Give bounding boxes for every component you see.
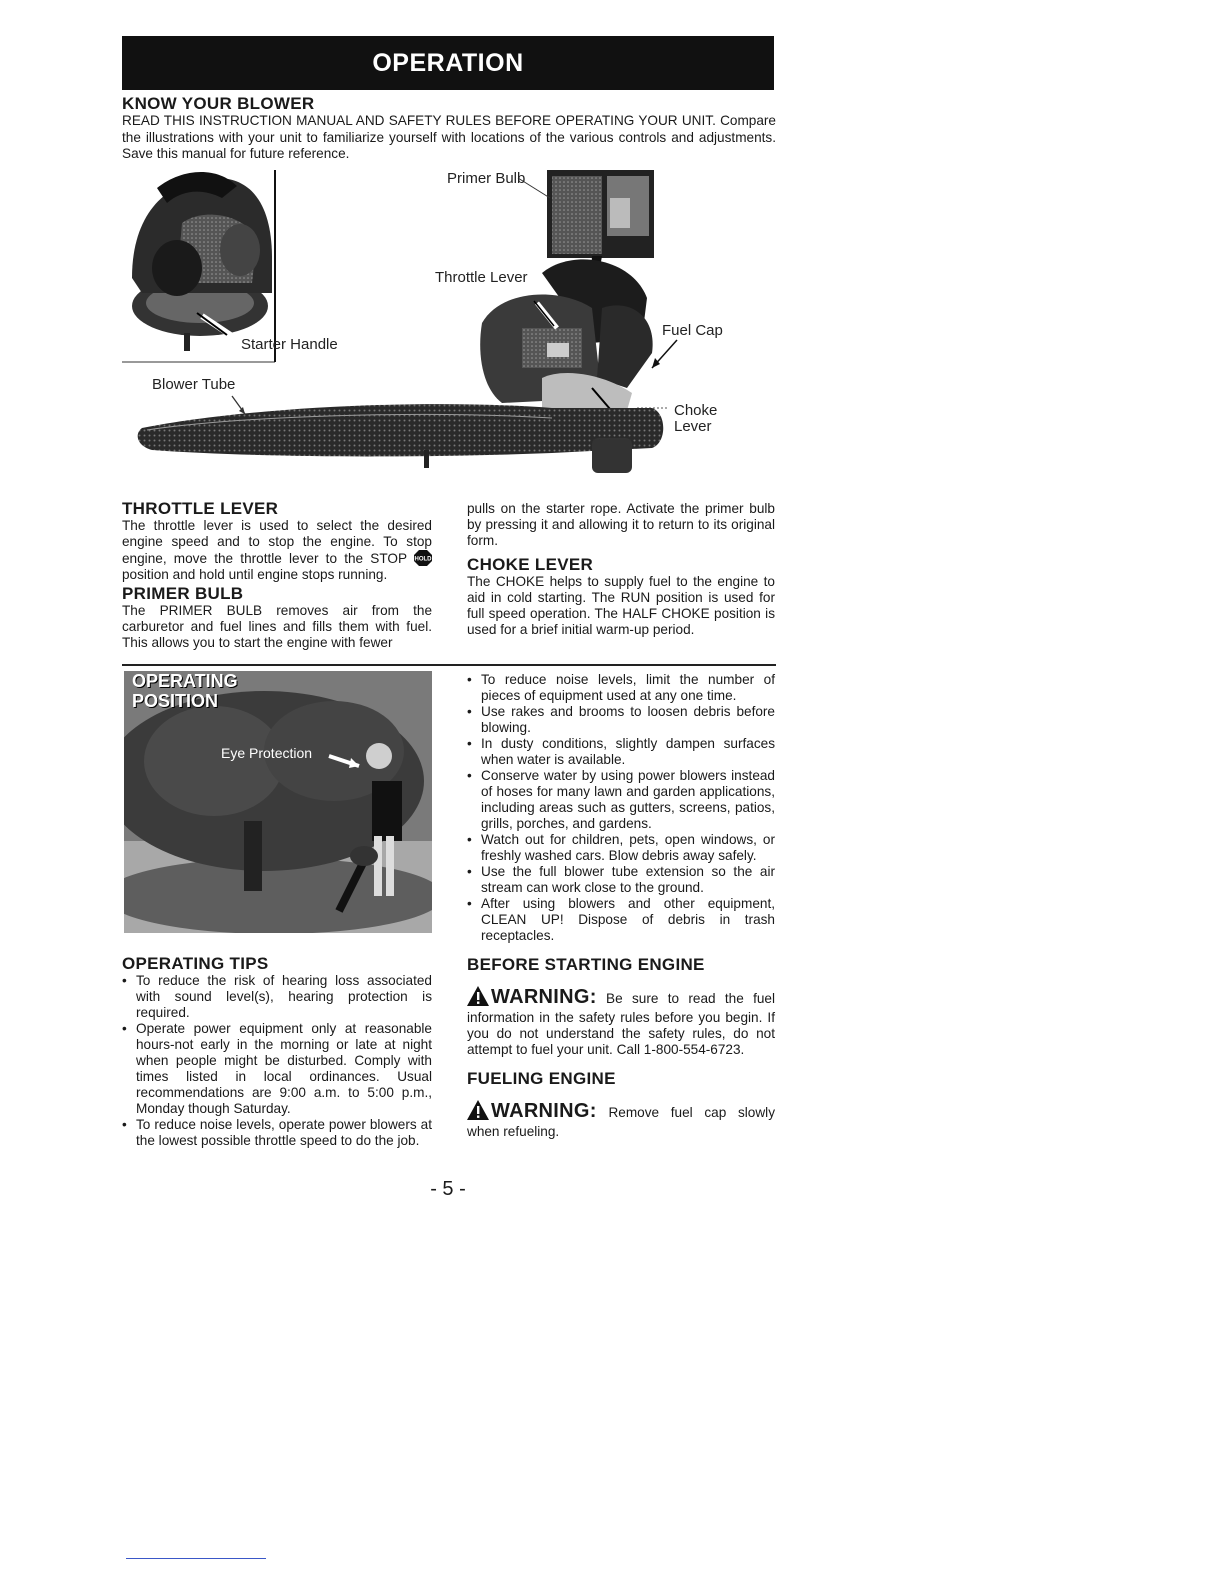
list-item: • After using blowers and other equipment, CLEAN UP! Dispose of debris in trash receptacles. <box>467 896 775 944</box>
choke-heading: CHOKE LEVER <box>467 555 594 574</box>
label-choke: Choke <box>674 402 718 419</box>
right-column-top <box>467 501 775 638</box>
know-text: READ THIS INSTRUCTION MANUAL AND SAFETY RULES BEFORE OPERATING YOUR UNIT. Compare the illustrations with your unit to familiarize yourself with locations of the various controls and adjustments. Save this manual for future reference. <box>122 113 776 161</box>
operating-position-photo <box>124 671 432 933</box>
warning-label: WARNING: <box>491 986 597 1008</box>
tips-left <box>122 955 432 1149</box>
left-column-top <box>122 500 432 651</box>
photo-title-line1: OPERATING <box>132 671 238 691</box>
list-item: • To reduce the risk of hearing loss associated with sound level(s), hearing protection is required. <box>122 973 432 1021</box>
list-item: • In dusty conditions, slightly dampen surfaces when water is available. <box>467 736 775 768</box>
photo-title <box>132 671 238 711</box>
before-start-warning <box>467 986 775 1058</box>
choke-text: The CHOKE helps to supply fuel to the engine to aid in cold starting. The RUN position is used for full speed operation. The HALF CHOKE position is used for a brief initial warm-up period. <box>467 574 775 637</box>
before-start-text: Be sure to read the fuel information in the safety rules before you begin. If you do not understand the safety rules, do not attempt to fuel your unit. Call 1-800-554-6723. <box>467 991 775 1057</box>
know-heading: KNOW YOUR BLOWER <box>122 94 315 113</box>
list-item: • Watch out for children, pets, open windows, or freshly washed cars. Blow debris away safely. <box>467 832 775 864</box>
page-number: - 5 - <box>430 1178 466 1200</box>
fueling-text: Remove fuel cap slowly when refueling. <box>467 1105 775 1139</box>
primer-text: The PRIMER BULB removes air from the carburetor and fuel lines and fills them with fuel. This allows you to start the engine with fewer <box>122 603 432 650</box>
list-item: • Conserve water by using power blowers instead of hoses for many lawn and garden applications, including areas such as gutters, screens, patios, grills, porches, and gardens. <box>467 768 775 832</box>
blower-diagram <box>122 168 777 478</box>
primer-text-continued: pulls on the starter rope. Activate the primer bulb by pressing it and allowing it to return to its original form. <box>467 501 775 548</box>
before-start-heading: BEFORE STARTING ENGINE <box>467 955 705 974</box>
list-item: • Use rakes and brooms to loosen debris before blowing. <box>467 704 775 736</box>
know-section <box>122 95 776 163</box>
label-starter-handle: Starter Handle <box>241 336 338 353</box>
section-divider <box>122 664 776 666</box>
label-lever: Lever <box>674 418 712 435</box>
warning-triangle-icon <box>467 1100 489 1124</box>
throttle-text-end: position and hold until engine stops running. <box>122 567 388 582</box>
warning-triangle-icon <box>467 986 489 1010</box>
label-throttle-lever: Throttle Lever <box>435 269 528 286</box>
photo-title-line2: POSITION <box>132 691 219 711</box>
label-primer-bulb: Primer Bulb <box>447 170 526 187</box>
list-item: • Use the full blower tube extension so the air stream can work close to the ground. <box>467 864 775 896</box>
footer-line <box>126 1558 266 1559</box>
page-banner: OPERATION <box>122 36 774 90</box>
fueling-warning <box>467 1100 775 1140</box>
throttle-text-main: The throttle lever is used to select the desired engine speed and to stop the engine. To stop engine, move the throttle lever to the STOP <box>122 518 432 566</box>
tips-right <box>467 672 775 1140</box>
list-item: • To reduce noise levels, limit the number of pieces of equipment used at any one time. <box>467 672 775 704</box>
label-eye-protection: Eye Protection <box>221 745 313 761</box>
list-item: • To reduce noise levels, operate power blowers at the lowest possible throttle speed to do the job. <box>122 1117 432 1149</box>
warning-label: WARNING: <box>491 1100 597 1122</box>
tips-heading: OPERATING TIPS <box>122 954 269 973</box>
throttle-text <box>122 518 432 583</box>
list-item: • Operate power equipment only at reasonable hours-not early in the morning or late at night when people might be disturbed. Comply with times listed in local ordinances. Usual recommendations are 9:00 a.m. to 5:00 p.m., Monday though Saturday. <box>122 1021 432 1117</box>
tips-list-right <box>467 672 775 944</box>
tips-list-left <box>122 973 432 1149</box>
throttle-heading: THROTTLE LEVER <box>122 499 279 518</box>
label-blower-tube: Blower Tube <box>152 376 236 393</box>
stop-hold-icon-label: HOLD <box>414 556 432 563</box>
label-fuel-cap: Fuel Cap <box>662 322 723 339</box>
stop-hold-icon <box>414 550 432 566</box>
primer-heading: PRIMER BULB <box>122 584 244 603</box>
fueling-heading: FUELING ENGINE <box>467 1069 616 1088</box>
